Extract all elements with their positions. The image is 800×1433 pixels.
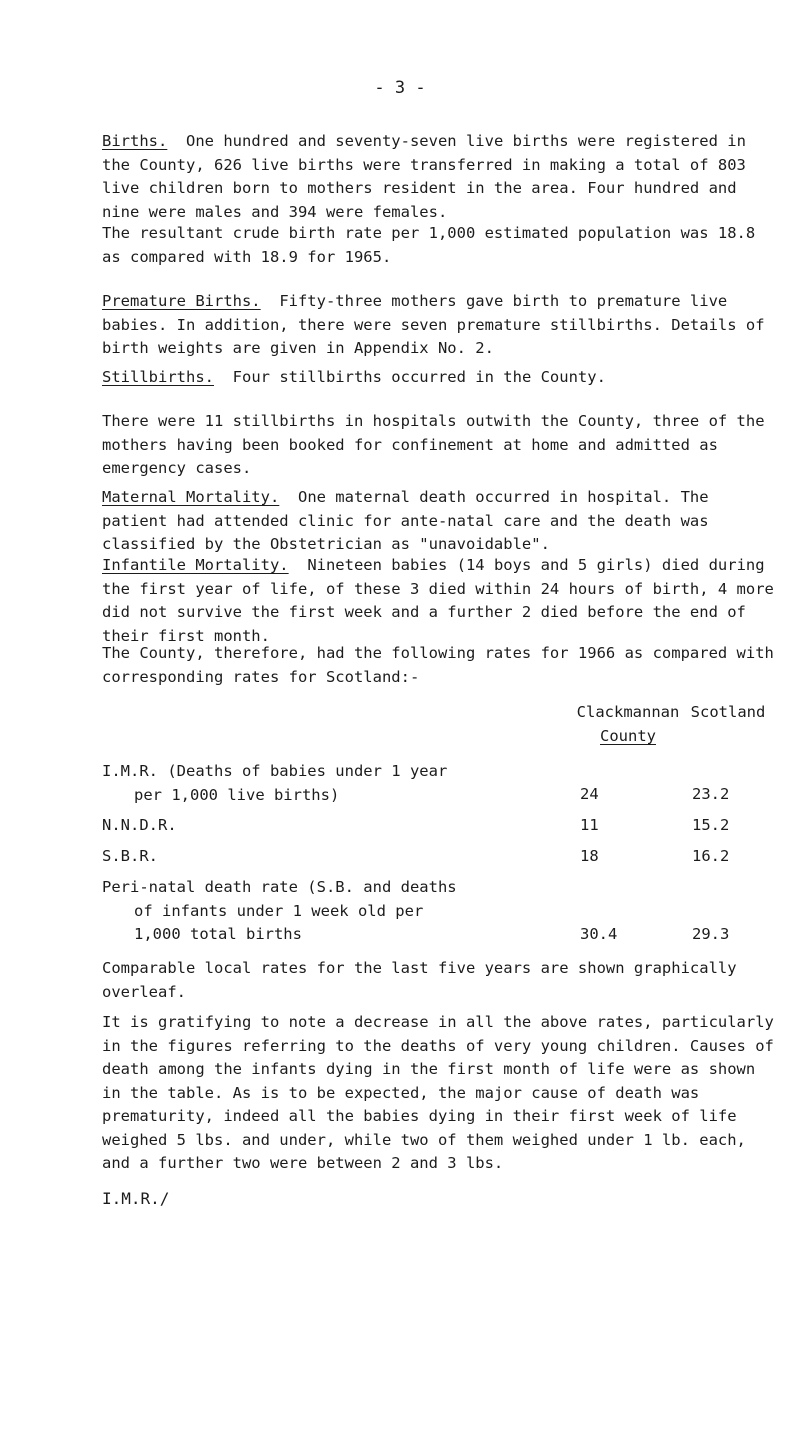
stillbirths-heading: Stillbirths. — [102, 368, 214, 386]
infantile-mortality-text: Nineteen babies (14 boys and 5 girls) died during the first year of life, of these 3 died within 24 hours of birth, 4 more did not survive the first week and a further 2 died before the end of their first month. — [102, 556, 774, 645]
continuation-catchword: I.M.R./ — [102, 1189, 170, 1208]
maternal-mortality-text: One maternal death occurred in hospital. The patient had attended clinic for ante-natal care and the death was classified by the Obstetrician as "unavoidable". — [102, 488, 709, 553]
table-cell-county: 11 — [580, 816, 599, 834]
row-label-line: of infants under 1 week old per — [134, 901, 424, 920]
column-header-scotland: Scotland — [690, 703, 766, 721]
table-row-label — [102, 760, 522, 807]
table-cell-county: 30.4 — [580, 925, 618, 943]
births-heading: Births. — [102, 132, 168, 150]
table-cell-county: 24 — [580, 785, 599, 803]
page-number: - 3 - — [374, 78, 426, 98]
column-header-county-line1: Clackmannan — [576, 703, 680, 721]
stillbirths-paragraph — [102, 366, 782, 390]
table-cell-scotland: 23.2 — [692, 785, 730, 803]
stillbirths-hospitals-paragraph — [102, 410, 782, 481]
maternal-mortality-paragraph — [102, 486, 782, 557]
birth-rate-text: The resultant crude birth rate per 1,000 estimated population was 18.8 as compared with 18.9 for 1965. — [102, 224, 756, 266]
birth-rate-paragraph — [102, 222, 782, 269]
row-label-line: 1,000 total births — [134, 925, 302, 943]
maternal-mortality-heading: Maternal Mortality. — [102, 488, 280, 506]
row-label-line: S.B.R. — [102, 847, 158, 865]
row-label-line: N.N.D.R. — [102, 816, 177, 834]
rates-intro-text: The County, therefore, had the following rates for 1966 as compared with corresponding rates for Scotland:- — [102, 644, 774, 686]
table-cell-county: 18 — [580, 847, 599, 865]
table-cell-scotland: 15.2 — [692, 816, 730, 834]
table-row-label — [102, 814, 522, 838]
gratifying-text: It is gratifying to note a decrease in all the above rates, particularly in the figures referring to the deaths of very young children. Causes of death among the infants dying in the first month of life were as shown in the table. As is to be expected, the major cause of death was prematurity, indeed all the babies dying in their first week of life weighed 5 lbs. and under, while two of them weighed under 1 lb. each, and a further two were between 2 and 3 lbs. — [102, 1013, 774, 1172]
births-text: One hundred and seventy-seven live births were registered in the County, 626 live births were transferred in making a total of 803 live children born to mothers resident in the area. Four hundred and nine were males and 394 were females. — [102, 132, 746, 221]
table-row-label — [102, 876, 522, 947]
stillbirths-text: Four stillbirths occurred in the County. — [232, 368, 606, 386]
premature-births-text: Fifty-three mothers gave birth to premature live babies. In addition, there were seven premature stillbirths. Details of birth weights are given in Appendix No. 2. — [102, 292, 765, 357]
infantile-mortality-paragraph — [102, 554, 782, 648]
row-label-line: I.M.R. (Deaths of babies under 1 year — [102, 762, 448, 780]
table-row-label — [102, 845, 522, 869]
comparable-rates-text: Comparable local rates for the last five years are shown graphically overleaf. — [102, 959, 737, 1001]
births-paragraph — [102, 130, 782, 224]
gratifying-paragraph — [102, 1011, 782, 1176]
infantile-mortality-heading: Infantile Mortality. — [102, 556, 289, 574]
rates-intro-paragraph — [102, 642, 782, 689]
stillbirths-hospitals-text: There were 11 stillbirths in hospitals outwith the County, three of the mothers having been booked for confinement at home and admitted as emergency cases. — [102, 412, 765, 477]
row-label-line: per 1,000 live births) — [134, 785, 340, 804]
column-header-county-line2: County — [600, 727, 656, 745]
comparable-rates-paragraph — [102, 957, 782, 1004]
table-cell-scotland: 29.3 — [692, 925, 730, 943]
row-label-line: Peri-natal death rate (S.B. and deaths — [102, 878, 457, 896]
table-cell-scotland: 16.2 — [692, 847, 730, 865]
premature-births-paragraph — [102, 290, 782, 361]
premature-births-heading: Premature Births. — [102, 292, 261, 310]
